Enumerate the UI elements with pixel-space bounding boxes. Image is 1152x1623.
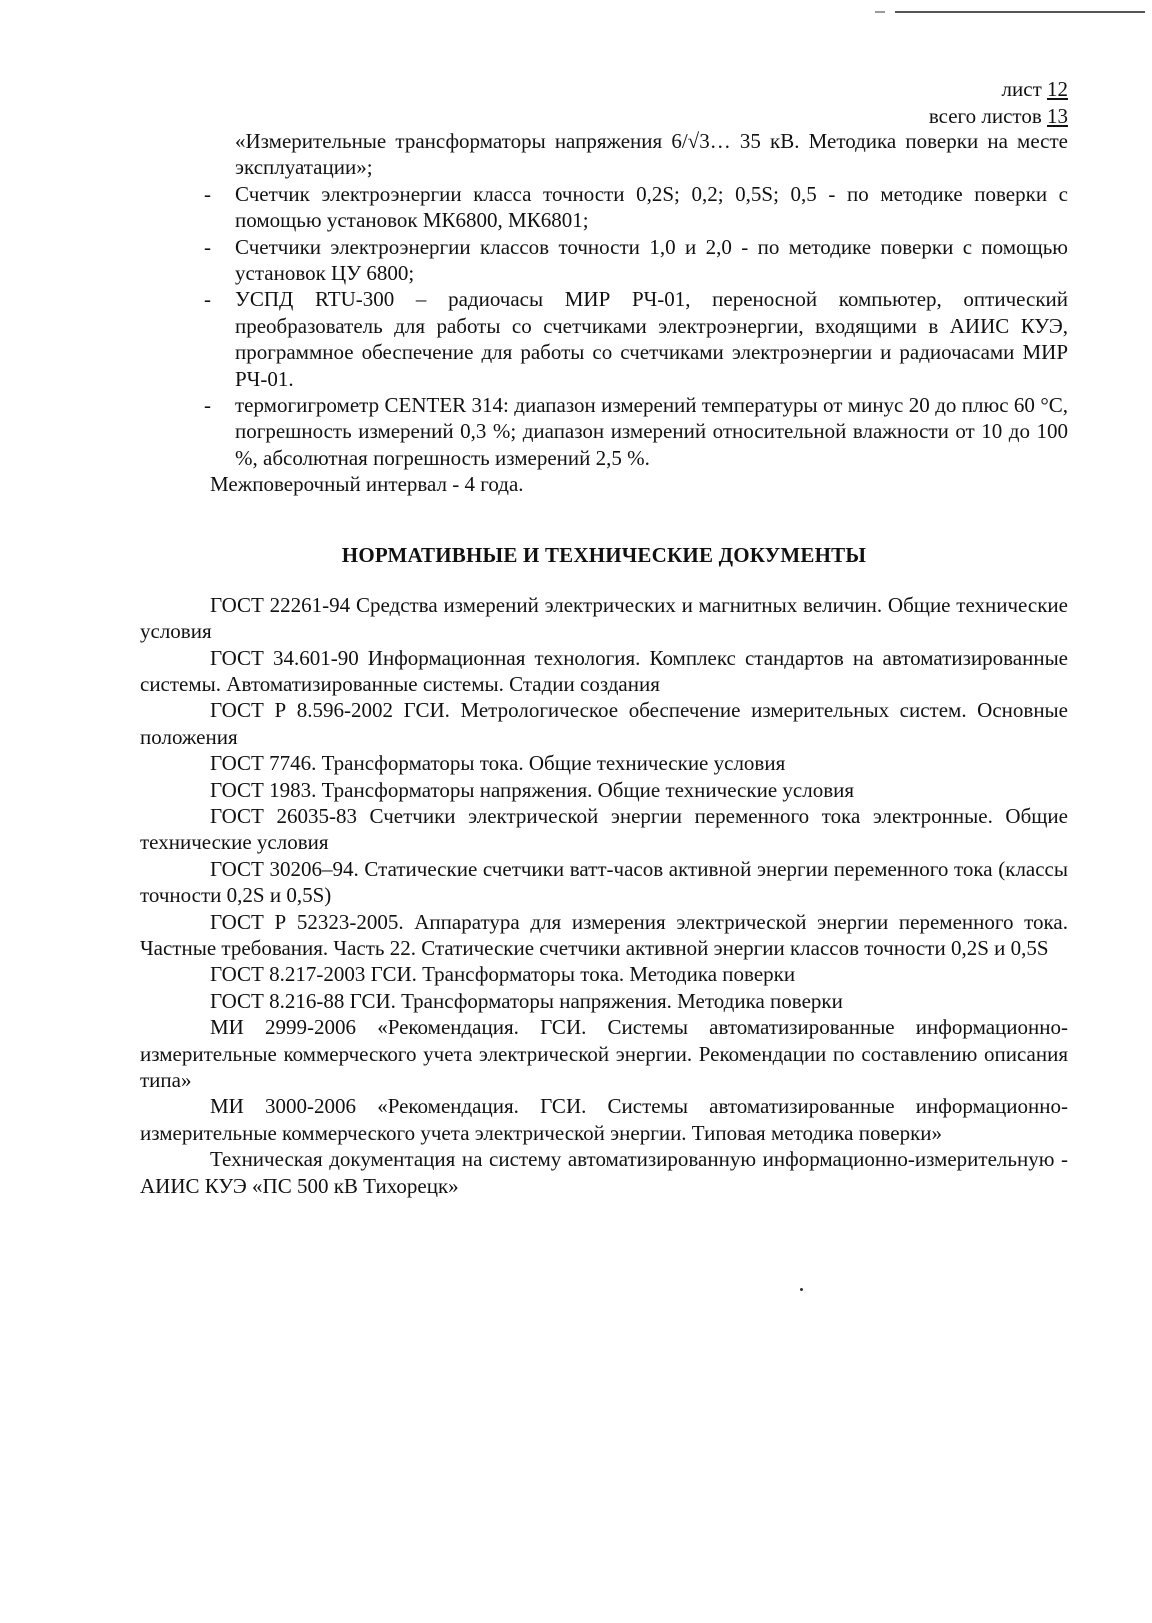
list-item-text: УСПД RTU-300 – радиочасы МИР РЧ-01, переносной компьютер, оптический преобразователь для работы со счетчиками электроэнергии, входящими в АИИС КУЭ, программное обеспечение для работы со счетчиками электроэнергии и радиочасами МИР РЧ-01. <box>235 287 1068 391</box>
total-sheets-line <box>929 103 1068 130</box>
document-reference: ГОСТ 8.217-2003 ГСИ. Трансформаторы тока. Методика поверки <box>210 962 796 987</box>
document-reference: ГОСТ 26035-83 Счетчики электрической энергии переменного тока электронные. Общие технические условия <box>140 803 1068 855</box>
list-dash: - <box>204 181 211 206</box>
total-sheets-label: всего листов <box>928 104 1042 128</box>
list-item-text: Счетчик электроэнергии класса точности 0,2S; 0,2; 0,5S; 0,5 - по методике поверки с помощью установок МК6800, МК6801; <box>235 181 1068 233</box>
list-item-text: Счетчики электроэнергии классов точности 1,0 и 2,0 - по методике поверки с помощью установок ЦУ 6800; <box>235 234 1068 286</box>
intro-continuation: «Измерительные трансформаторы напряжения 6/√3… 35 кВ. Методика поверки на месте эксплуатации»; <box>235 129 1068 180</box>
scan-edge-line <box>895 11 1145 13</box>
document-reference: ГОСТ 34.601-90 Информационная технология. Комплекс стандартов на автоматизированные системы. Автоматизированные системы. Стадии создания <box>140 645 1068 696</box>
section-title: НОРМАТИВНЫЕ И ТЕХНИЧЕСКИЕ ДОКУМЕНТЫ <box>341 542 867 567</box>
scan-edge-mark <box>875 11 885 13</box>
list-item <box>140 392 1068 471</box>
document-reference: ГОСТ 7746. Трансформаторы тока. Общие технические условия <box>210 751 786 776</box>
document-reference: МИ 2999-2006 «Рекомендация. ГСИ. Системы автоматизированные информационно-измерительные коммерческого учета электрической энергии. Рекомендации по составлению описания типа» <box>140 1015 1068 1092</box>
document-reference: ГОСТ Р 52323-2005. Аппаратура для измерения электрической энергии переменного тока. Частные требования. Часть 22. Статические счетчики активной энергии классов точности 0,2S и 0,5S <box>140 909 1068 960</box>
sheet-label: лист <box>1001 77 1042 101</box>
document-body <box>140 128 1068 1199</box>
list-item <box>140 234 1068 287</box>
page-header <box>929 76 1068 130</box>
list-dash: - <box>204 287 211 312</box>
document-reference: ГОСТ 8.216-88 ГСИ. Трансформаторы напряжения. Методика поверки <box>210 988 843 1013</box>
sheet-number-line <box>929 76 1068 103</box>
sheet-number: 12 <box>1047 77 1068 101</box>
list-item <box>140 286 1068 392</box>
list-dash: - <box>204 393 211 418</box>
document-reference: Техническая документация на систему автоматизированную информационно-измерительную - АИИС КУЭ «ПС 500 кВ Тихорецк» <box>140 1147 1068 1198</box>
total-sheets-number: 13 <box>1047 104 1068 128</box>
document-reference: ГОСТ Р 8.596-2002 ГСИ. Метрологическое обеспечение измерительных систем. Основные положения <box>140 698 1068 749</box>
document-reference: ГОСТ 22261-94 Средства измерений электрических и магнитных величин. Общие технические условия <box>140 592 1068 644</box>
document-reference: ГОСТ 30206–94. Статические счетчики ватт-часов активной энергии переменного тока (классы точности 0,2S и 0,5S) <box>140 856 1068 908</box>
list-item <box>140 181 1068 234</box>
document-reference: ГОСТ 1983. Трансформаторы напряжения. Общие технические условия <box>210 777 855 802</box>
verification-interval: Межповерочный интервал - 4 года. <box>210 472 524 497</box>
list-dash: - <box>204 234 211 259</box>
scan-speck <box>800 1288 803 1291</box>
document-reference: МИ 3000-2006 «Рекомендация. ГСИ. Системы автоматизированные информационно-измерительные коммерческого учета электрической энергии. Типовая методика поверки» <box>140 1094 1068 1145</box>
list-item-text: термогигрометр CENTER 314: диапазон измерений температуры от минус 20 до плюс 60 °С, погрешность измерений 0,3 %; диапазон измерений относительной влажности от 10 до 100 %, абсолютная погрешность измерений 2,5 %. <box>235 393 1068 470</box>
